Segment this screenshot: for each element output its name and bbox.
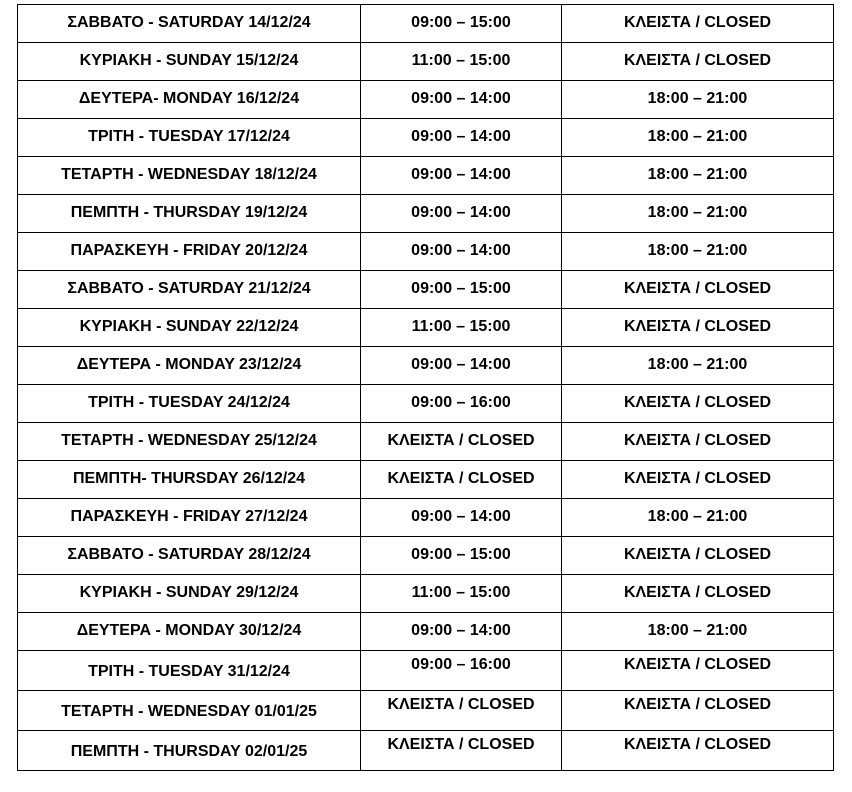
evening-hours-cell [562,423,834,461]
evening-hours: 18:00 – 21:00 [647,356,748,373]
table-row [18,651,834,691]
day-label: ΔΕΥΤΕΡΑ- MONDAY 16/12/24 [78,90,300,107]
morning-hours-cell [361,613,562,651]
morning-hours: 09:00 – 14:00 [411,90,511,107]
morning-hours: 09:00 – 14:00 [411,622,511,639]
table-row [18,537,834,575]
morning-hours-cell [361,347,562,385]
table-row [18,233,834,271]
day-label: ΠΕΜΠΤΗ - THURSDAY 19/12/24 [70,204,308,221]
table-row [18,461,834,499]
day-cell [18,537,361,575]
evening-hours: ΚΛΕΙΣΤΑ / CLOSED [623,656,772,673]
evening-hours: ΚΛΕΙΣΤΑ / CLOSED [623,432,772,449]
morning-hours: 09:00 – 15:00 [411,280,511,297]
day-label: ΚΥΡΙΑΚΗ - SUNDAY 29/12/24 [79,584,299,601]
day-label: ΠΕΜΠΤΗ - THURSDAY 02/01/25 [70,743,308,760]
morning-hours: 11:00 – 15:00 [411,318,511,335]
evening-hours-cell [562,233,834,271]
evening-hours-cell [562,385,834,423]
table-row [18,423,834,461]
opening-hours-table [17,4,834,771]
morning-hours: ΚΛΕΙΣΤΑ / CLOSED [387,736,535,753]
evening-hours-cell [562,731,834,771]
day-cell [18,385,361,423]
table-row [18,309,834,347]
evening-hours: ΚΛΕΙΣΤΑ / CLOSED [623,52,772,69]
evening-hours-cell [562,575,834,613]
evening-hours: ΚΛΕΙΣΤΑ / CLOSED [623,280,772,297]
morning-hours: 09:00 – 16:00 [411,394,511,411]
day-label: ΚΥΡΙΑΚΗ - SUNDAY 15/12/24 [79,52,299,69]
table-row [18,347,834,385]
evening-hours: 18:00 – 21:00 [647,622,748,639]
day-cell [18,233,361,271]
morning-hours-cell [361,691,562,731]
evening-hours-cell [562,537,834,575]
day-label: ΤΡΙΤΗ - TUESDAY 17/12/24 [88,128,290,145]
day-label: ΤΕΤΑΡΤΗ - WEDNESDAY 18/12/24 [61,166,317,183]
evening-hours-cell [562,157,834,195]
day-cell [18,575,361,613]
day-cell [18,5,361,43]
morning-hours: 09:00 – 14:00 [411,242,511,259]
morning-hours-cell [361,157,562,195]
table-row [18,731,834,771]
day-label: ΠΑΡΑΣΚΕΥΗ - FRIDAY 20/12/24 [70,242,308,259]
morning-hours: 09:00 – 16:00 [411,656,511,673]
day-cell [18,691,361,731]
day-label: ΔΕΥΤΕΡΑ - MONDAY 23/12/24 [76,356,302,373]
day-label: ΤΕΤΑΡΤΗ - WEDNESDAY 01/01/25 [61,703,317,720]
table-row [18,119,834,157]
day-label: ΤΕΤΑΡΤΗ - WEDNESDAY 25/12/24 [61,432,317,449]
day-cell [18,81,361,119]
morning-hours-cell [361,309,562,347]
table-row [18,613,834,651]
day-label: ΠΑΡΑΣΚΕΥΗ - FRIDAY 27/12/24 [70,508,308,525]
day-label: ΣΑΒΒΑΤΟ - SATURDAY 14/12/24 [67,14,311,31]
day-label: ΣΑΒΒΑΤΟ - SATURDAY 21/12/24 [67,280,311,297]
evening-hours-cell [562,43,834,81]
morning-hours: 09:00 – 15:00 [411,546,511,563]
evening-hours-cell [562,271,834,309]
evening-hours-cell [562,195,834,233]
evening-hours: 18:00 – 21:00 [647,128,748,145]
day-cell [18,195,361,233]
day-cell [18,423,361,461]
evening-hours: 18:00 – 21:00 [647,166,748,183]
day-cell [18,461,361,499]
table-row [18,575,834,613]
morning-hours: ΚΛΕΙΣΤΑ / CLOSED [387,432,535,449]
day-cell [18,347,361,385]
table-row [18,81,834,119]
morning-hours: 11:00 – 15:00 [411,584,511,601]
opening-hours-body [18,5,834,771]
evening-hours: ΚΛΕΙΣΤΑ / CLOSED [623,14,772,31]
evening-hours-cell [562,119,834,157]
morning-hours-cell [361,499,562,537]
day-cell [18,43,361,81]
morning-hours: 11:00 – 15:00 [411,52,511,69]
table-row [18,157,834,195]
morning-hours: 09:00 – 14:00 [411,204,511,221]
morning-hours-cell [361,119,562,157]
morning-hours-cell [361,385,562,423]
morning-hours: 09:00 – 14:00 [411,508,511,525]
morning-hours-cell [361,195,562,233]
day-cell [18,731,361,771]
table-row [18,5,834,43]
evening-hours-cell [562,499,834,537]
day-label: ΤΡΙΤΗ - TUESDAY 31/12/24 [88,663,290,680]
evening-hours: 18:00 – 21:00 [647,90,748,107]
evening-hours-cell [562,691,834,731]
evening-hours-cell [562,5,834,43]
day-label: ΣΑΒΒΑΤΟ - SATURDAY 28/12/24 [67,546,311,563]
evening-hours: ΚΛΕΙΣΤΑ / CLOSED [623,318,772,335]
morning-hours-cell [361,731,562,771]
morning-hours-cell [361,233,562,271]
evening-hours: ΚΛΕΙΣΤΑ / CLOSED [623,584,772,601]
morning-hours-cell [361,43,562,81]
evening-hours: ΚΛΕΙΣΤΑ / CLOSED [623,696,772,713]
day-cell [18,119,361,157]
morning-hours: ΚΛΕΙΣΤΑ / CLOSED [387,470,535,487]
evening-hours-cell [562,651,834,691]
table-row [18,691,834,731]
day-label: ΔΕΥΤΕΡΑ - MONDAY 30/12/24 [76,622,302,639]
evening-hours: 18:00 – 21:00 [647,204,748,221]
morning-hours: 09:00 – 15:00 [411,14,511,31]
evening-hours: ΚΛΕΙΣΤΑ / CLOSED [623,394,772,411]
table-row [18,195,834,233]
evening-hours: ΚΛΕΙΣΤΑ / CLOSED [623,736,772,753]
table-row [18,385,834,423]
evening-hours-cell [562,613,834,651]
morning-hours-cell [361,271,562,309]
morning-hours: 09:00 – 14:00 [411,356,511,373]
evening-hours-cell [562,461,834,499]
morning-hours-cell [361,461,562,499]
evening-hours-cell [562,81,834,119]
morning-hours: 09:00 – 14:00 [411,166,511,183]
evening-hours-cell [562,347,834,385]
morning-hours-cell [361,537,562,575]
evening-hours: ΚΛΕΙΣΤΑ / CLOSED [623,470,772,487]
morning-hours-cell [361,423,562,461]
morning-hours-cell [361,5,562,43]
day-cell [18,309,361,347]
evening-hours-cell [562,309,834,347]
table-row [18,43,834,81]
day-label: ΤΡΙΤΗ - TUESDAY 24/12/24 [88,394,290,411]
morning-hours-cell [361,81,562,119]
morning-hours-cell [361,575,562,613]
table-row [18,499,834,537]
evening-hours: ΚΛΕΙΣΤΑ / CLOSED [623,546,772,563]
morning-hours: ΚΛΕΙΣΤΑ / CLOSED [387,696,535,713]
day-cell [18,499,361,537]
day-label: ΚΥΡΙΑΚΗ - SUNDAY 22/12/24 [79,318,299,335]
day-cell [18,613,361,651]
table-row [18,271,834,309]
day-cell [18,271,361,309]
morning-hours-cell [361,651,562,691]
evening-hours: 18:00 – 21:00 [647,242,748,259]
morning-hours: 09:00 – 14:00 [411,128,511,145]
day-cell [18,157,361,195]
day-label: ΠΕΜΠΤΗ- THURSDAY 26/12/24 [72,470,306,487]
evening-hours: 18:00 – 21:00 [647,508,748,525]
day-cell [18,651,361,691]
